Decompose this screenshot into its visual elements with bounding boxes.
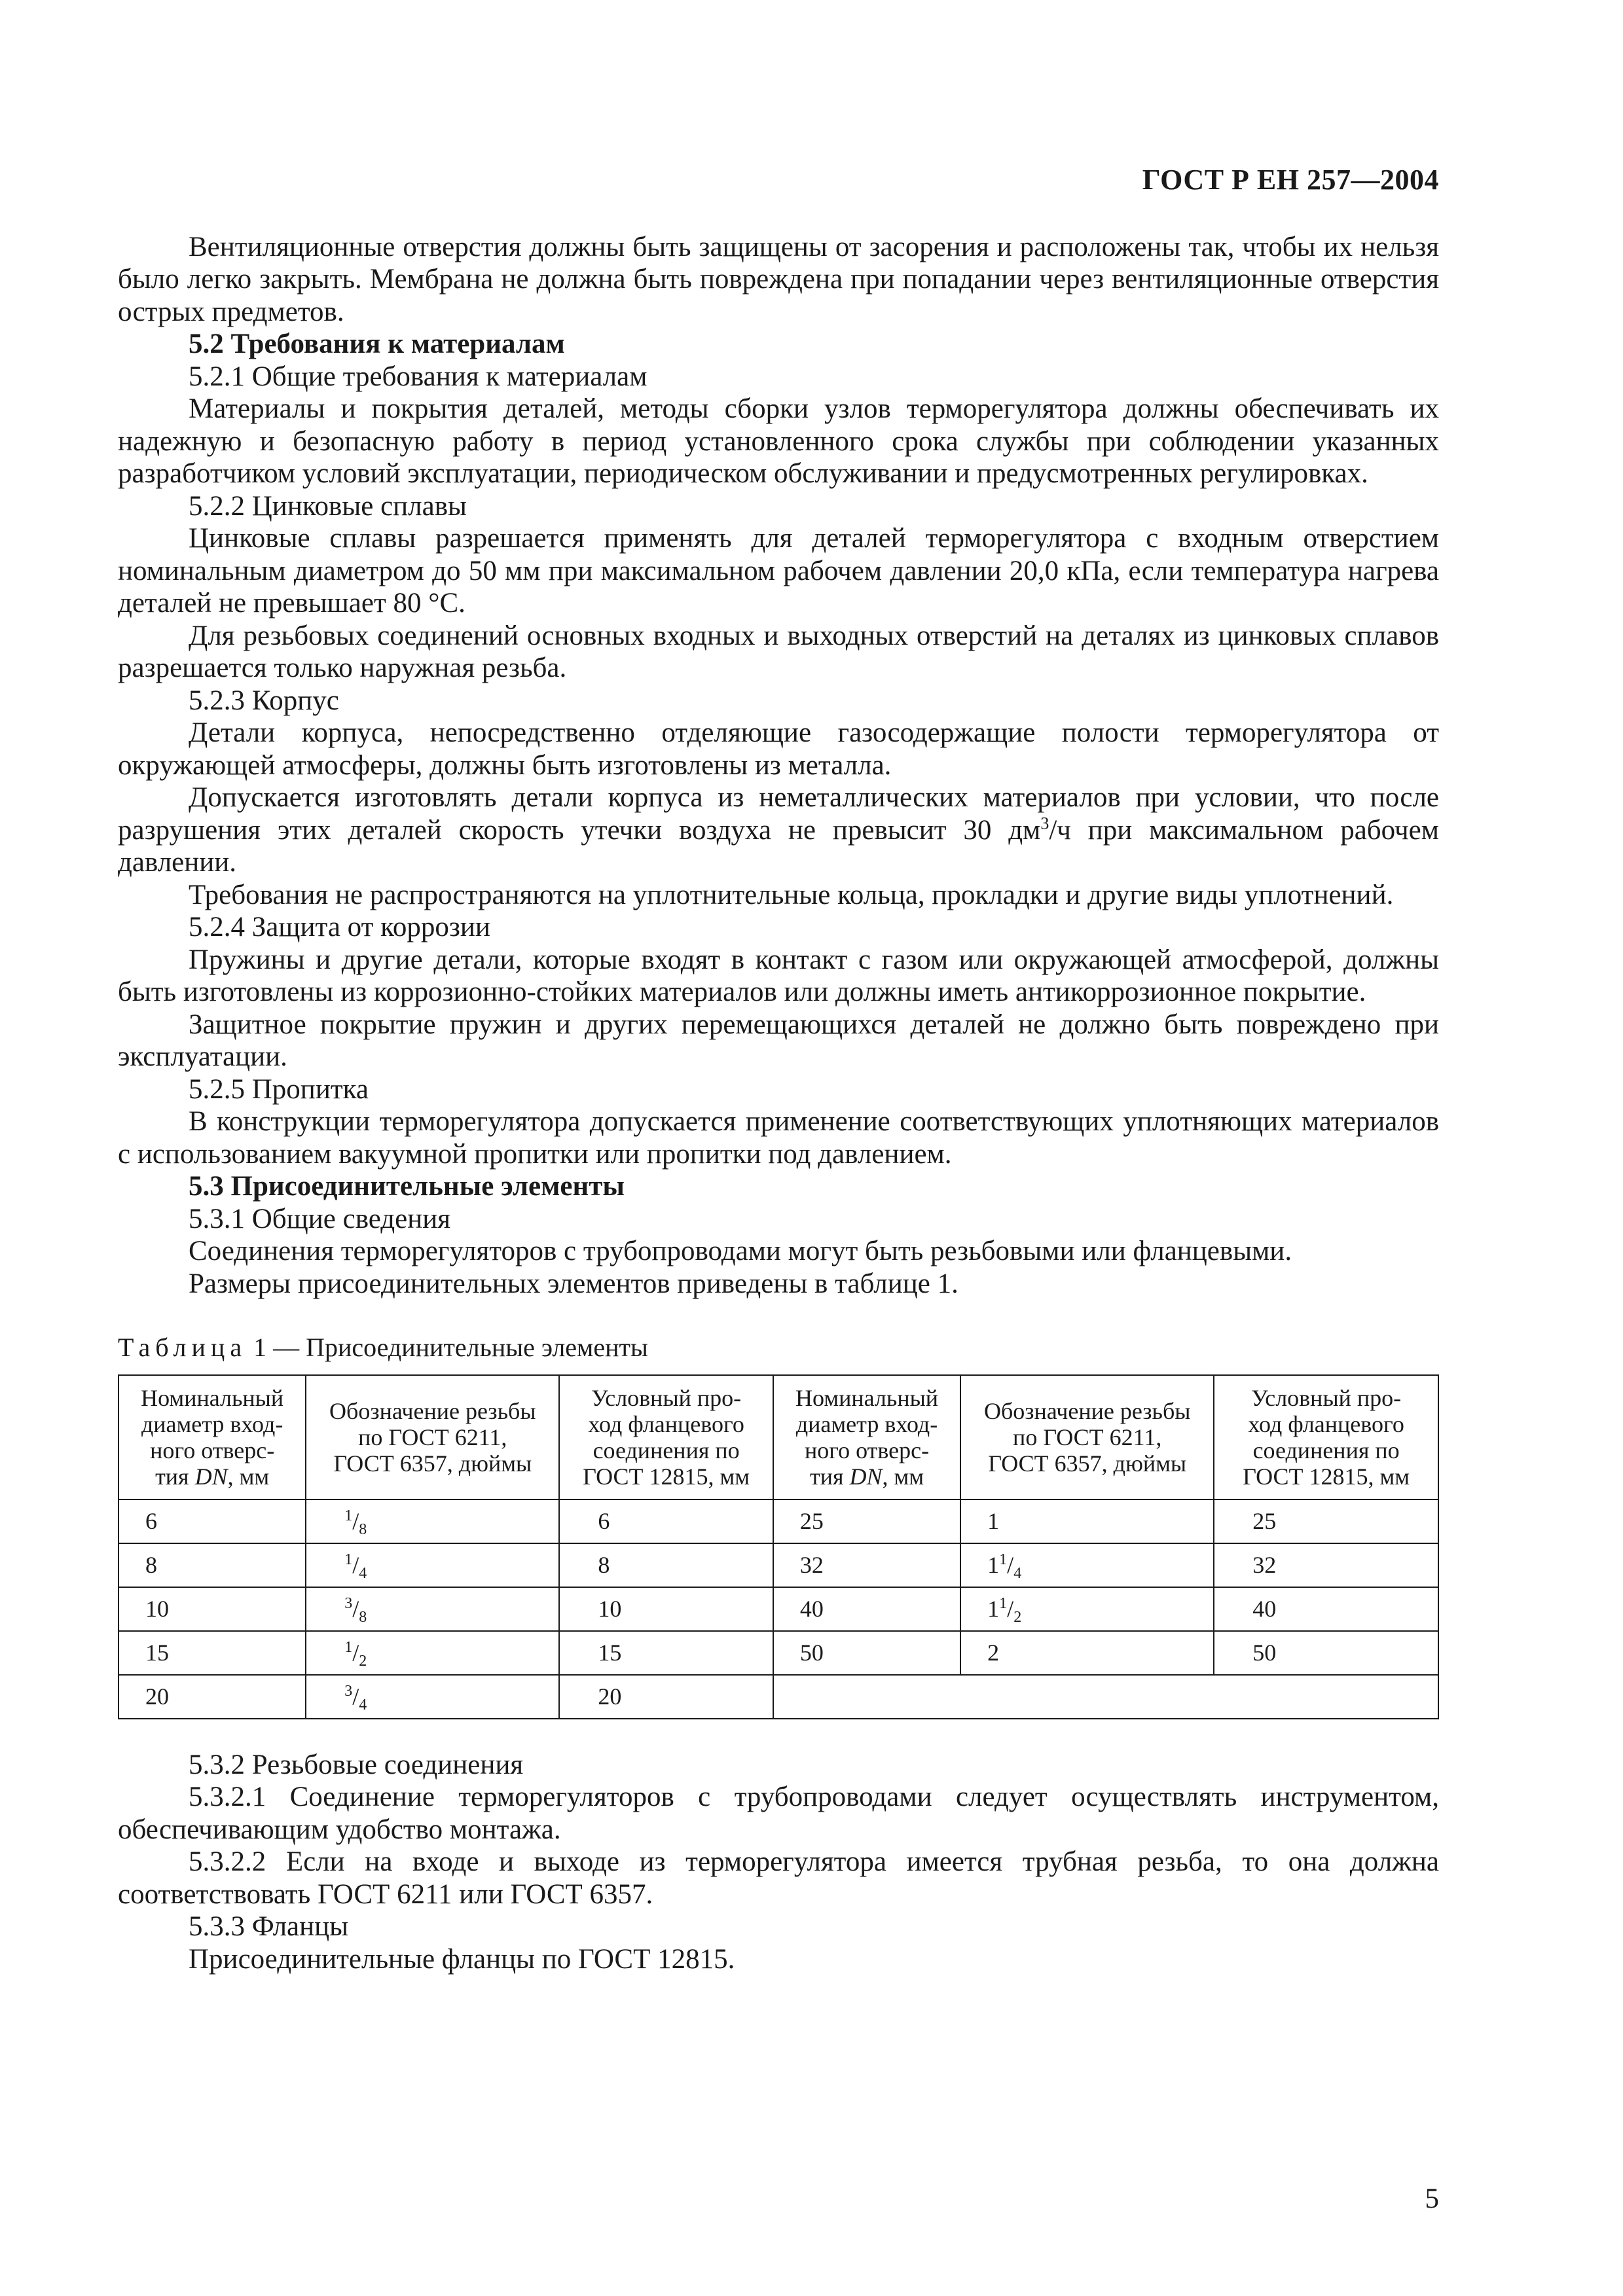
subsection-heading: 5.2.4 Защита от коррозии — [189, 912, 490, 942]
header-thread-designation: Обозначение резьбы по ГОСТ 6211, ГОСТ 6357, дюймы — [306, 1375, 559, 1499]
paragraph: Размеры присоединительных элементов приведены в таблице 1. — [189, 1268, 958, 1299]
subsection-heading: 5.2.5 Пропитка — [189, 1073, 369, 1105]
cell-dn: 20 — [119, 1675, 306, 1719]
cell-thread: $1^1/_4$ — [960, 1543, 1214, 1587]
cell-dn: 50 — [773, 1631, 960, 1675]
table-row — [119, 1543, 1438, 1587]
cell-thread: $^1/_8$ — [306, 1499, 559, 1543]
table-row — [119, 1675, 1438, 1719]
paragraph: Присоединительные фланцы по ГОСТ 12815. — [189, 1943, 735, 1975]
header-nominal-diameter: Номинальный диаметр вход- ного отверс- тия DN, мм — [773, 1375, 960, 1499]
paragraph: Для резьбовых соединений основных входных и выходных отверстий на деталях из цинковых сплавов разрешается только наружная резьба. — [118, 620, 1439, 683]
cell-flange: 10 — [559, 1587, 773, 1631]
paragraph: Цинковые сплавы разрешается применять для деталей терморегулятора с входным отверстием номинальным диаметром до 50 мм при максимальном рабочем давлении 20,0 кПа, если температура нагрева деталей не превышает 80 °С. — [118, 523, 1439, 619]
superscript: 3 — [1040, 814, 1049, 833]
subsection-heading: 5.2.2 Цинковые сплавы — [189, 490, 467, 522]
cell-flange: 20 — [559, 1675, 773, 1719]
table-row — [119, 1587, 1438, 1631]
cell-dn: 10 — [119, 1587, 306, 1631]
document-header: ГОСТ Р ЕН 257—2004 — [1142, 164, 1439, 196]
paragraph: Соединения терморегуляторов с трубопроводами могут быть резьбовыми или фланцевыми. — [189, 1236, 1292, 1266]
header-thread-designation: Обозначение резьбы по ГОСТ 6211, ГОСТ 6357, дюймы — [960, 1375, 1214, 1499]
table-header-row — [119, 1375, 1438, 1499]
subsection-heading: 5.3.3 Фланцы — [189, 1911, 349, 1942]
cell-thread: $^3/_8$ — [306, 1587, 559, 1631]
cell-flange: 50 — [1214, 1631, 1438, 1675]
subsection-heading: 5.3.2 Резьбовые соединения — [189, 1749, 524, 1780]
table-caption-word: Таблица — [118, 1333, 247, 1362]
table-row — [119, 1499, 1438, 1543]
table-caption — [118, 1331, 1439, 1364]
paragraph: Материалы и покрытия деталей, методы сборки узлов терморегулятора должны обеспечивать их надежную и безопасную работу в период установленного срока службы при соблюдении указанных разработчиком условий эксплуатации, периодическом обслуживании и предусмотренных регулировках. — [118, 393, 1439, 489]
cell-dn: 25 — [773, 1499, 960, 1543]
paragraph: Детали корпуса, непосредственно отделяющие газосодержащие полости терморегулятора от окружающей атмосферы, должны быть изготовлены из металла. — [118, 717, 1439, 781]
cell-flange: 6 — [559, 1499, 773, 1543]
subsection-heading: 5.3.1 Общие сведения — [189, 1203, 451, 1234]
header-flange-passage: Условный про- ход фланцевого соединения по ГОСТ 12815, мм — [1214, 1375, 1438, 1499]
section-heading: 5.3 Присоединительные элементы — [189, 1171, 625, 1202]
cell-flange: 25 — [1214, 1499, 1438, 1543]
cell-thread: $1^1/_2$ — [960, 1587, 1214, 1631]
paragraph: Пружины и другие детали, которые входят в контакт с газом или окружающей атмосферой, должны быть изготовлены из коррозионно-стойких материалов или должны иметь антикоррозионное покрытие. — [118, 944, 1439, 1007]
paragraph — [118, 781, 1439, 879]
table-row — [119, 1631, 1438, 1675]
paragraph: Требования не распространяются на уплотнительные кольца, прокладки и другие виды уплотнений. — [189, 879, 1394, 910]
cell-dn: 6 — [119, 1499, 306, 1543]
section-heading: 5.2 Требования к материалам — [189, 329, 565, 359]
cell-thread: $^1/_4$ — [306, 1543, 559, 1587]
paragraph-text: Допускается изготовлять детали корпуса из неметаллических материалов при условии, что после разрушения этих деталей скорость утечки воздуха не превысит 30 дм — [118, 782, 1439, 846]
connection-elements-table — [118, 1374, 1439, 1719]
cell-dn: 32 — [773, 1543, 960, 1587]
cell-thread: $^3/_4$ — [306, 1675, 559, 1719]
paragraph: 5.3.2.1 Соединение терморегуляторов с трубопроводами следует осуществлять инструментом, обеспечивающим удобство монтажа. — [118, 1782, 1439, 1845]
paragraph-text: /ч при максимальном рабочем давлении. — [118, 814, 1439, 878]
cell-dn: 15 — [119, 1631, 306, 1675]
cell-flange: 40 — [1214, 1587, 1438, 1631]
paragraph: Вентиляционные отверстия должны быть защищены от засорения и расположены так, чтобы их нельзя было легко закрыть. Мембрана не должна быть повреждена при попадании через вентиляционные отверстия острых предметов. — [118, 231, 1439, 327]
table-caption-text: 1 — Присоединительные элементы — [247, 1333, 648, 1362]
header-flange-passage: Условный про- ход фланцевого соединения по ГОСТ 12815, мм — [559, 1375, 773, 1499]
page-number: 5 — [1425, 2183, 1439, 2214]
cell-thread: 2 — [960, 1631, 1214, 1675]
cell-flange: 15 — [559, 1631, 773, 1675]
cell-thread: $^1/_2$ — [306, 1631, 559, 1675]
paragraph: Защитное покрытие пружин и других перемещающихся деталей не должно быть повреждено при эксплуатации. — [118, 1009, 1439, 1072]
subsection-heading: 5.2.1 Общие требования к материалам — [189, 361, 647, 392]
paragraph: В конструкции терморегулятора допускается применение соответствующих уплотняющих материалов с использованием вакуумной пропитки или пропитки под давлением. — [118, 1106, 1439, 1170]
cell-thread: 1 — [960, 1499, 1214, 1543]
empty-cell — [773, 1675, 1438, 1719]
cell-dn: 8 — [119, 1543, 306, 1587]
subsection-heading: 5.2.3 Корпус — [189, 685, 339, 716]
cell-flange: 8 — [559, 1543, 773, 1587]
header-nominal-diameter: Номинальный диаметр вход- ного отверс- тия DN, мм — [119, 1375, 306, 1499]
cell-flange: 32 — [1214, 1543, 1438, 1587]
paragraph: 5.3.2.2 Если на входе и выходе из терморегулятора имеется трубная резьба, то она должна соответствовать ГОСТ 6211 или ГОСТ 6357. — [118, 1846, 1439, 1910]
cell-dn: 40 — [773, 1587, 960, 1631]
